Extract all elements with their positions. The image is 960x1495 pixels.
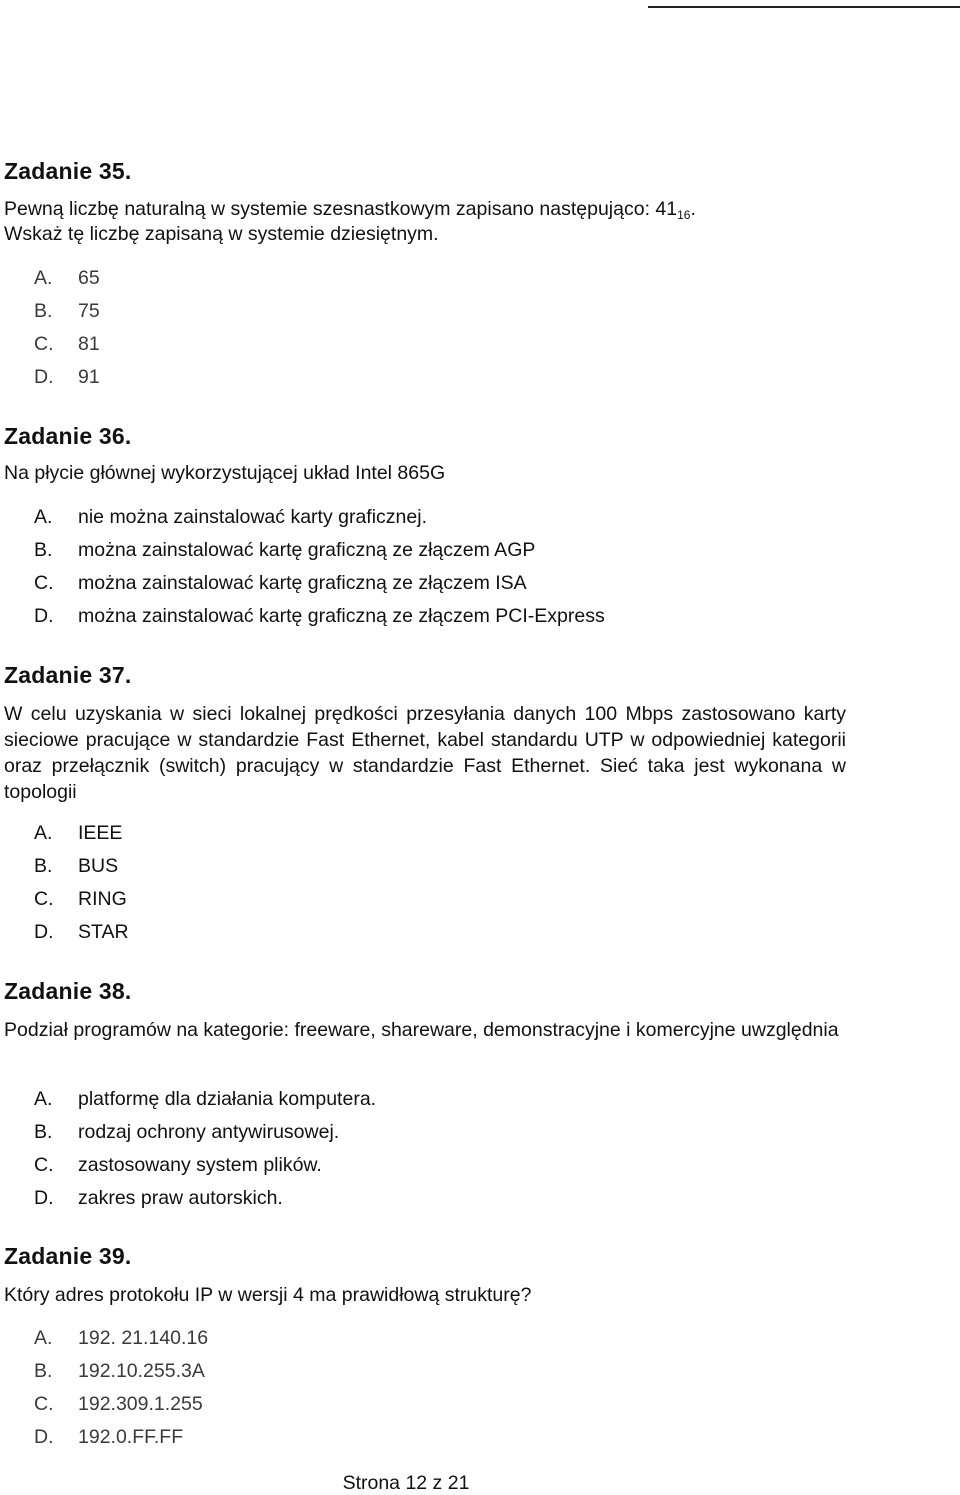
option-text: można zainstalować kartę graficzną ze złączem ISA <box>78 572 527 594</box>
option-text: RING <box>78 888 127 910</box>
option-text: rodzaj ochrony antywirusowej. <box>78 1121 340 1143</box>
option-letter: A. <box>34 822 53 844</box>
option-letter: D. <box>34 605 54 627</box>
option-letter: B. <box>34 300 53 322</box>
task-37-option-d <box>34 921 129 944</box>
option-text: 192.0.FF.FF <box>78 1426 184 1448</box>
task-38-option-a <box>34 1088 376 1111</box>
task-36-option-b <box>34 539 535 562</box>
top-rule <box>648 6 960 8</box>
option-letter: D. <box>34 366 54 388</box>
task-38-option-d <box>34 1187 283 1210</box>
task-39-heading: Zadanie 39. <box>4 1243 132 1269</box>
option-letter: B. <box>34 539 53 561</box>
task-38-heading: Zadanie 38. <box>4 978 132 1004</box>
option-letter: C. <box>34 1154 54 1176</box>
option-text: można zainstalować kartę graficzną ze złączem AGP <box>78 539 536 561</box>
task-35-question-line2: Wskaż tę liczbę zapisaną w systemie dziesiętnym. <box>4 223 439 245</box>
option-text: zakres praw autorskich. <box>78 1187 283 1209</box>
option-letter: A. <box>34 506 53 528</box>
task-36-option-c <box>34 572 527 595</box>
task-39-option-c <box>34 1393 203 1416</box>
task-37-option-a <box>34 822 122 845</box>
task-39-option-a <box>34 1327 208 1350</box>
task-36-question: Na płycie głównej wykorzystującej układ Intel 865G <box>4 462 446 484</box>
task-39-option-b <box>34 1360 205 1383</box>
option-text: można zainstalować kartę graficzną ze złączem PCI-Express <box>78 605 605 627</box>
task-35-option-d <box>34 366 100 389</box>
option-letter: B. <box>34 1121 53 1143</box>
task-39-option-d <box>34 1426 183 1449</box>
option-text: 81 <box>78 333 100 355</box>
option-text: IEEE <box>78 822 123 844</box>
option-text: 192.309.1.255 <box>78 1393 203 1415</box>
task-39-question: Który adres protokołu IP w wersji 4 ma prawidłową strukturę? <box>4 1284 532 1306</box>
task-38-question: Podział programów na kategorie: freeware, shareware, demonstracyjne i komercyjne uwzględnia <box>4 1019 839 1041</box>
option-text: BUS <box>78 855 119 877</box>
option-text: platformę dla działania komputera. <box>78 1088 377 1110</box>
task-35-option-a <box>34 267 100 290</box>
option-letter: C. <box>34 572 54 594</box>
option-letter: D. <box>34 1187 54 1209</box>
option-text: 192. 21.140.16 <box>78 1327 209 1349</box>
option-letter: A. <box>34 1088 53 1110</box>
option-text: 91 <box>78 366 100 388</box>
option-text: 192.10.255.3A <box>78 1360 205 1382</box>
option-letter: C. <box>34 888 54 910</box>
task-35-option-c <box>34 333 100 356</box>
task-35-question <box>4 198 696 222</box>
option-text: 75 <box>78 300 100 322</box>
option-letter: C. <box>34 1393 54 1415</box>
option-letter: B. <box>34 855 53 877</box>
option-text: zastosowany system plików. <box>78 1154 322 1176</box>
option-letter: A. <box>34 267 53 289</box>
option-letter: D. <box>34 921 54 943</box>
task-35-base-subscript: 16 <box>677 208 691 222</box>
option-text: STAR <box>78 921 129 943</box>
option-letter: A. <box>34 1327 53 1349</box>
task-38-option-c <box>34 1154 322 1177</box>
option-letter: D. <box>34 1426 54 1448</box>
task-35-question-main: Pewną liczbę naturalną w systemie szesnastkowym zapisano następująco: 41 <box>4 198 678 220</box>
option-letter: B. <box>34 1360 53 1382</box>
option-letter: C. <box>34 333 54 355</box>
task-37-option-c <box>34 888 127 911</box>
task-35-question-end: . <box>690 198 696 220</box>
task-36-heading: Zadanie 36. <box>4 423 132 449</box>
task-36-option-d <box>34 605 605 628</box>
task-37-option-b <box>34 855 118 878</box>
task-35-option-b <box>34 300 100 323</box>
option-text: 65 <box>78 267 100 289</box>
page-number-footer: Strona 12 z 21 <box>342 1472 470 1494</box>
option-text: nie można zainstalować karty graficznej. <box>78 506 427 528</box>
task-35-heading: Zadanie 35. <box>4 158 132 184</box>
task-38-option-b <box>34 1121 339 1144</box>
task-36-option-a <box>34 506 427 529</box>
task-37-question: W celu uzyskania w sieci lokalnej prędkości przesyłania danych 100 Mbps zastosowano karty sieciowe pracujące w standardzie Fast Ethernet, kabel standardu UTP w odpowiedniej kategorii oraz przełącznik (switch) pracujący w standardzie Fast Ethernet. Sieć taka jest wykonana w topologii <box>4 703 846 803</box>
task-37-heading: Zadanie 37. <box>4 662 132 688</box>
